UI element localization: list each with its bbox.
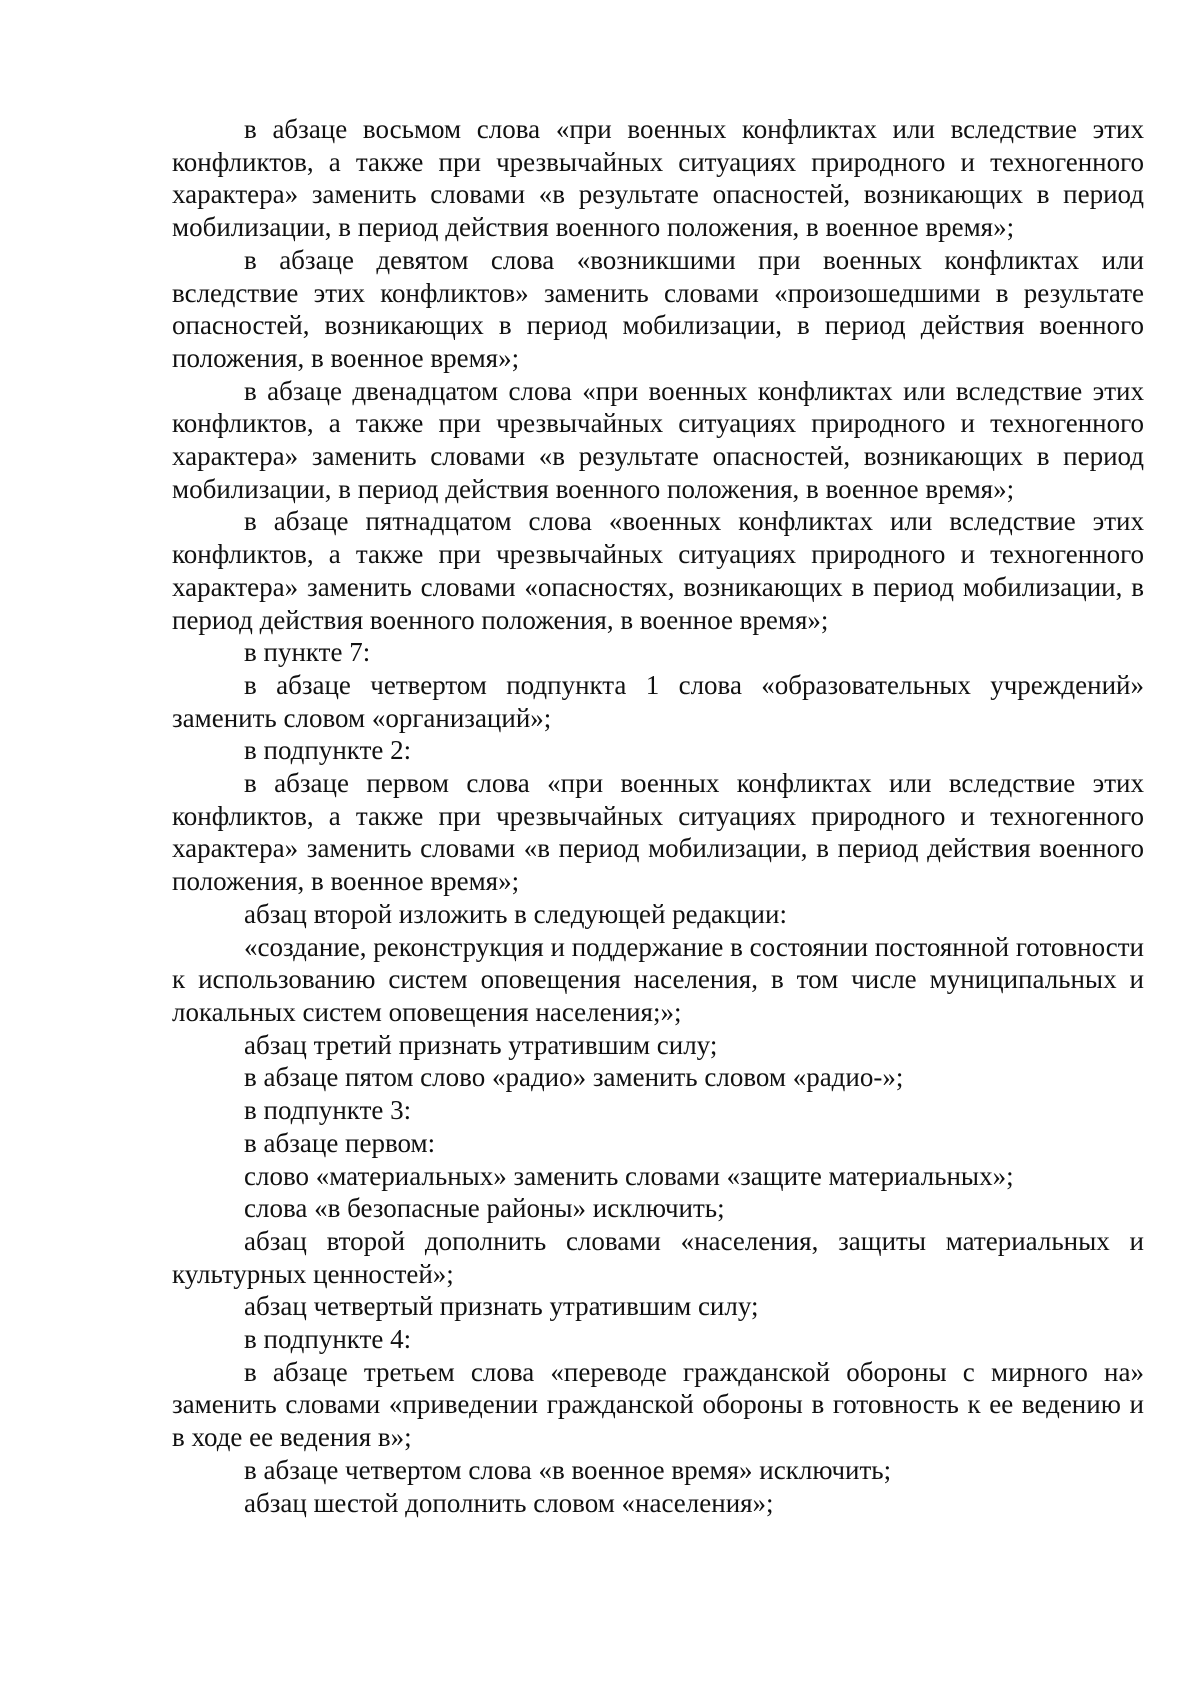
paragraph-02: в абзаце девятом слова «возникшими при военных конфликтах или вследствие этих конфликтов» заменить словами «произошедшими в результате опасностей, возникающих в период мобилизации, в период действия военного положения, в военное время»;: [172, 244, 1144, 373]
paragraph-18: абзац четвертый признать утратившим силу;: [244, 1291, 759, 1322]
paragraph-20: в абзаце третьем слова «переводе гражданской обороны с мирного на» заменить словами «приведении гражданской обороны в готовность к ее ведению и в ходе ее ведения в»;: [172, 1356, 1144, 1453]
paragraph-17: абзац второй дополнить словами «населения, защиты материальных и культурных ценностей»;: [172, 1225, 1144, 1289]
document-body: [172, 113, 1144, 1519]
paragraph-01: в абзаце восьмом слова «при военных конфликтах или вследствие этих конфликтов, а также при чрезвычайных ситуациях природного и техногенного характера» заменить словами «в результате опасностей, возникающих в период мобилизации, в период действия военного положения, в военное время»;: [172, 114, 1144, 243]
paragraph-08: в абзаце первом слова «при военных конфликтах или вследствие этих конфликтов, а также при чрезвычайных ситуациях природного и техногенного характера» заменить словами «в период мобилизации, в период действия военного положения, в военное время»;: [172, 768, 1144, 897]
paragraph-15: слово «материальных» заменить словами «защите материальных»;: [244, 1160, 1014, 1191]
paragraph-19: в подпункте 4:: [244, 1324, 412, 1355]
paragraph-03: в абзаце двенадцатом слова «при военных конфликтах или вследствие этих конфликтов, а также при чрезвычайных ситуациях природного и техногенного характера» заменить словами «в результате опасностей, возникающих в период мобилизации, в период действия военного положения, в военное время»;: [172, 375, 1144, 504]
paragraph-10: «создание, реконструкция и поддержание в состоянии постоянной готовности к использованию систем оповещения населения, в том числе муниципальных и локальных систем оповещения населения;»;: [172, 931, 1144, 1027]
paragraph-05: в пункте 7:: [244, 637, 371, 668]
paragraph-16: слова «в безопасные районы» исключить;: [244, 1193, 725, 1224]
paragraph-21: в абзаце четвертом слова «в военное время» исключить;: [244, 1454, 892, 1485]
paragraph-22: абзац шестой дополнить словом «населения»;: [244, 1487, 774, 1518]
paragraph-12: в абзаце пятом слово «радио» заменить словом «радио-»;: [244, 1062, 904, 1093]
paragraph-04: в абзаце пятнадцатом слова «военных конфликтах или вследствие этих конфликтов, а также при чрезвычайных ситуациях природного и техногенного характера» заменить словами «опасностях, возникающих в период мобилизации, в период действия военного положения, в военное время»;: [172, 506, 1144, 635]
paragraph-13: в подпункте 3:: [244, 1095, 412, 1126]
paragraph-09: абзац второй изложить в следующей редакции:: [244, 898, 787, 929]
paragraph-07: в подпункте 2:: [244, 735, 412, 766]
paragraph-06: в абзаце четвертом подпункта 1 слова «образовательных учреждений» заменить словом «организаций»;: [172, 669, 1144, 733]
paragraph-14: в абзаце первом:: [244, 1127, 436, 1158]
paragraph-11: абзац третий признать утратившим силу;: [244, 1029, 718, 1060]
